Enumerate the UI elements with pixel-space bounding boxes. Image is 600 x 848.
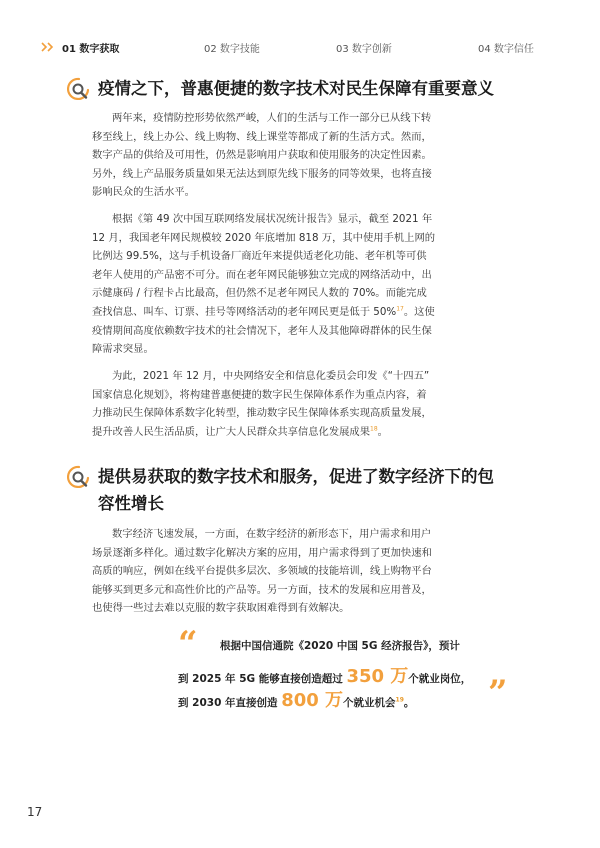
quote-line-1: 根据中国信通院《2020 中国 5G 经济报告》，预计 — [220, 640, 460, 652]
text-line: 障需求突显。 — [92, 343, 154, 356]
text-segment: 。 — [377, 425, 388, 438]
highlight-number: 800 万 — [281, 690, 344, 711]
highlight-number: 350 万 — [346, 666, 409, 687]
text-line: 也使得一些过去难以克服的数字获取困难得到有效解决。 — [92, 602, 350, 615]
text-line: 能够买到更多元和高性价比的产品等。另一方面，技术的发展和应用普及， — [92, 583, 432, 596]
text-segment: 。 — [403, 697, 415, 709]
footnote-ref[interactable]: 17 — [396, 305, 404, 313]
text-line: 疫情期间高度依赖数字技术的社会情况下，老年人及其他障碍群体的民生保 — [92, 324, 432, 337]
nav-tab-digital-access[interactable]: 01 数字获取 — [62, 44, 120, 55]
text-line: 另外，线上产品服务质量如果无法达到原先线下服务的同等效果，也将直接 — [92, 167, 432, 180]
search-magnifier-icon — [66, 464, 92, 490]
title-line: 容性增长 — [98, 494, 164, 513]
text-segment: 个就业机会 — [343, 697, 396, 709]
text-line: 移至线上，线上办公、线上购物、线上课堂等都成了新的生活方式。然而， — [92, 130, 432, 143]
text-segment: 。这使 — [403, 305, 435, 318]
nav-tab-digital-skills[interactable]: 02 数字技能 — [204, 44, 260, 55]
text-line: 高质的响应，例如在线平台提供多层次、多领域的技能培训，线上购物平台 — [92, 565, 432, 578]
quote-line-2 — [178, 662, 471, 688]
top-nav — [0, 40, 600, 56]
text-line — [92, 303, 528, 322]
section1-paragraph-1 — [92, 109, 528, 202]
text-line: 数字产品的供给及可用性，仍然是影响用户获取和使用服务的决定性因素。 — [92, 149, 432, 162]
title-line: 提供易获取的数字技术和服务，促进了数字经济下的包 — [98, 467, 494, 486]
text-segment: 提升改善人民生活品质，让广大人民群众共享信息化发展成果 — [92, 425, 371, 438]
text-segment: 查找信息、叫车、订票、挂号等网络活动的老年网民更是低于 50% — [92, 305, 397, 318]
text-segment: 个就业岗位， — [408, 673, 472, 685]
text-segment: 到 2025 年 5G 能够直接创造超过 — [178, 673, 343, 685]
section2-paragraph-1 — [92, 525, 528, 618]
text-line: 数字经济飞速发展，一方面，在数字经济的新形态下，用户需求和用户 — [112, 528, 432, 540]
text-line: 根据《第 49 次中国互联网络发展状况统计报告》显示，截至 2021 年 — [112, 213, 433, 225]
section2-title — [98, 463, 494, 517]
nav-tab-digital-innovation[interactable]: 03 数字创新 — [336, 44, 392, 55]
section1-title: 疫情之下，普惠便捷的数字技术对民生保障有重要意义 — [98, 79, 494, 98]
nav-tab-digital-trust[interactable]: 04 数字信任 — [478, 44, 534, 55]
close-quote-mark: ” — [488, 673, 508, 713]
text-line: 国家信息化规划》，将构建普惠便捷的数字民生保障体系作为重点内容，着 — [92, 388, 427, 401]
text-line: 比例达 99.5%，这与手机设备厂商近年来提供适老化功能、老年机等可供 — [92, 250, 427, 263]
open-quote-mark: “ — [178, 624, 198, 664]
text-line: 影响民众的生活水平。 — [92, 186, 195, 199]
text-segment: 到 2030 年直接创造 — [178, 697, 278, 709]
double-chevron-icon — [40, 41, 58, 53]
footnote-ref[interactable]: 18 — [370, 425, 378, 433]
text-line: 场景逐渐多样化。通过数字化解决方案的应用，用户需求得到了更加快速和 — [92, 546, 432, 559]
highlight-quote — [150, 634, 510, 714]
text-line — [92, 423, 528, 442]
section1-paragraph-2 — [92, 210, 528, 359]
search-magnifier-icon — [66, 76, 92, 102]
text-line: 为此，2021 年 12 月，中央网络安全和信息化委员会印发《“十四五” — [112, 370, 430, 382]
footnote-ref[interactable]: 19 — [395, 696, 404, 704]
text-line: 力推动民生保障体系数字化转型，推动数字民生保障体系实现高质量发展， — [92, 407, 432, 420]
text-line: 12 月，我国老年网民规模较 2020 年底增加 818 万，其中使用手机上网的 — [92, 231, 436, 244]
text-line: 两年来，疫情防控形势依然严峻，人们的生活与工作一部分已从线下转 — [112, 112, 432, 124]
text-line: 示健康码 / 行程卡占比最高，但仍然不足老年网民人数的 70%。而能完成 — [92, 287, 427, 300]
page-number: 17 — [27, 805, 43, 819]
quote-line-3 — [178, 686, 414, 712]
section1-paragraph-3 — [92, 367, 528, 441]
text-line: 老年人使用的产品密不可分。而在老年网民能够独立完成的网络活动中，出 — [92, 268, 432, 281]
